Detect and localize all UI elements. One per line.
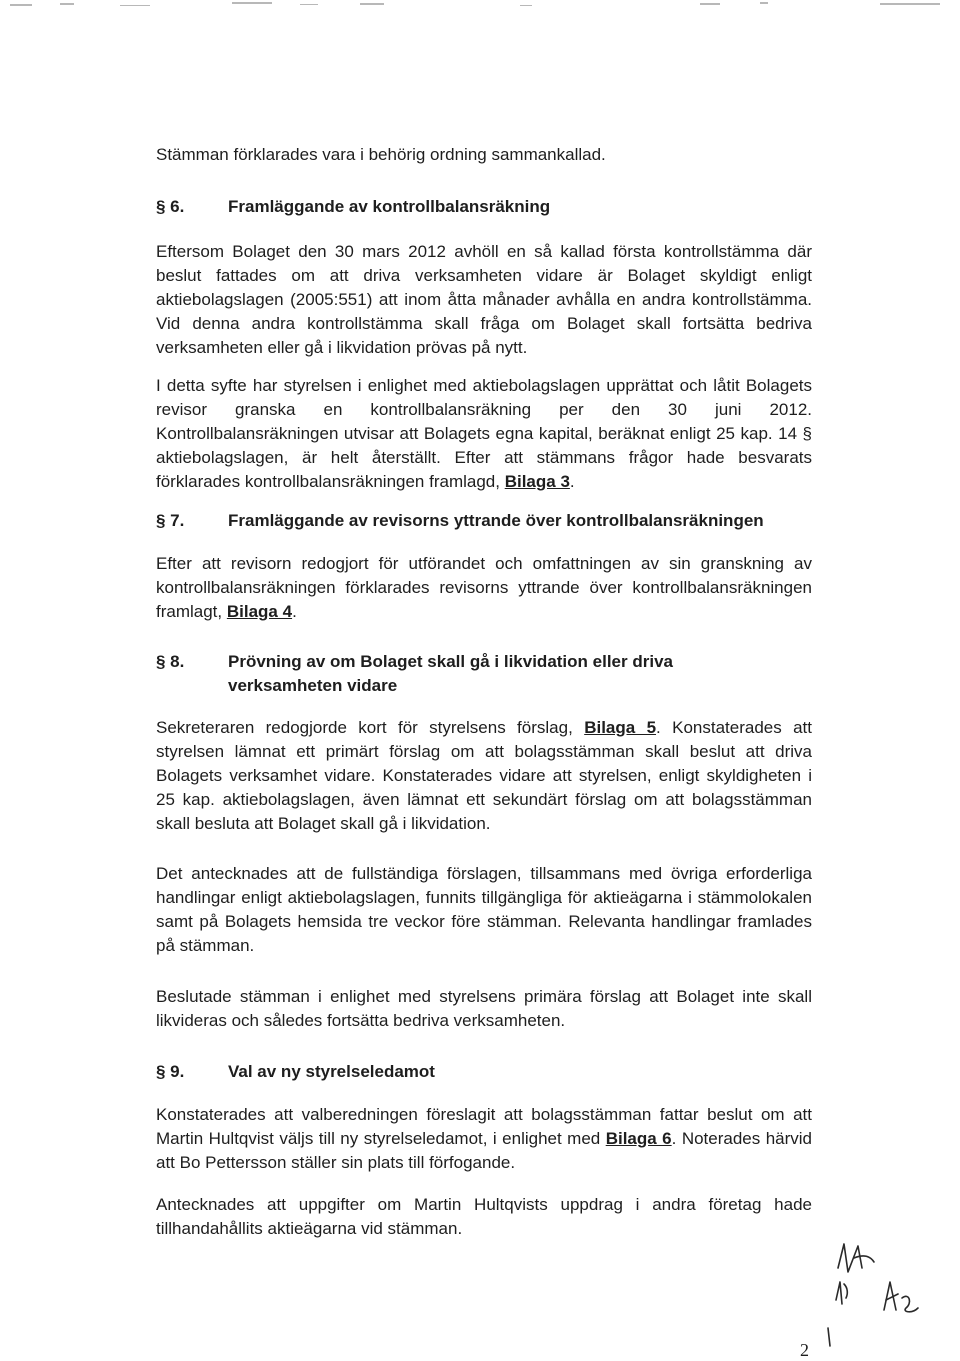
scan-edge-noise [0, 0, 960, 24]
section-6-paragraph-2-text: I detta syfte har styrelsen i enlighet med aktiebolagslagen upprättat och låtit Bolagets revisor granska en kontrollbalansräkning per den 30 juni 2012. Kontrollbalansräkningen utvisar att Bolagets egna kapital, beräknat enligt 25 kap. 14 § aktiebolagslagen, är helt återställt. Efter att stämmans frågor hade besvarats förklarades kontrollbalansräkningen framlagd, [156, 376, 812, 491]
section-8-number: § 8. [156, 652, 185, 671]
bilaga-6-reference: Bilaga 6 [605, 1129, 672, 1148]
section-8-paragraph-2: Det antecknades att de fullständiga förslagen, tillsammans med övriga erforderliga handlingar enligt aktiebolagslagen, funnits tillgängliga för aktieägarna i stämmolokalen samt på Bolagets hemsida tre veckor före stämman. Relevanta handlingar framlades på stämman. [156, 864, 812, 955]
section-9-paragraph-1-start: Konstaterades att valberedningen föreslagit att bolagsstämman fattar beslut om att Martin Hultqvist väljs till ny styrelseledamot, i enlighet med [156, 1105, 812, 1148]
section-7-heading [156, 509, 764, 533]
section-9-paragraph-1 [156, 1103, 812, 1175]
section-8-title: Prövning av om Bolaget skall gå i likvidation eller driva verksamheten vidare [228, 652, 673, 695]
section-6-paragraph-1: Eftersom Bolaget den 30 mars 2012 avhöll en så kallad första kontrollstämma där beslut fattades om att driva verksamheten vidare är Bolaget skyldigt enligt aktiebolagslagen (2005:551) att inom åtta månader avhålla en andra kontrollstämma. Vid denna andra kontrollstämma skall fråga om Bolaget skall fortsätta bedriva verksamheten eller gå i likvidation prövas på nytt. [156, 242, 812, 357]
section-7-paragraph-1 [156, 552, 812, 624]
section-6-number: § 6. [156, 197, 185, 216]
section-9-title: Val av ny styrelseledamot [228, 1062, 435, 1081]
handwritten-initials [818, 1238, 938, 1348]
section-9-number: § 9. [156, 1062, 185, 1081]
section-8-paragraph-1-rest: . Konstaterades att styrelsen lämnat ett primärt förslag om att bolagsstämman skall beslut att driva Bolagets verksamhet vidare. Konstaterades vidare att styrelsen, enligt skyldigheten i 25 kap. aktiebolagslagen, även lämnat ett sekundärt förslag om att bolagsstämman skall besluta att Bolaget skall gå i likvidation. [156, 718, 813, 833]
intro-paragraph: Stämman förklarades vara i behörig ordning sammankallad. [156, 145, 606, 164]
section-6-heading [156, 195, 551, 219]
section-6-title: Framläggande av kontrollbalansräkning [228, 197, 551, 216]
bilaga-3-reference: Bilaga 3 [504, 472, 570, 491]
bilaga-5-reference: Bilaga 5 [584, 718, 657, 737]
bilaga-4-reference: Bilaga 4 [226, 602, 293, 621]
section-9-paragraph-1-rest: . Noterades härvid att Bo Pettersson ställer sin plats till förfogande. [156, 1129, 813, 1172]
section-6-paragraph-2-end: . [569, 472, 575, 491]
section-8-paragraph-1-start: Sekreteraren redogjorde kort för styrelsens förslag, [156, 718, 573, 737]
section-7-paragraph-1-text: Efter att revisorn redogjort för utförandet och omfattningen av sin granskning av kontrollbalansräkningen förklarades revisorns yttrande över kontrollbalansräkningen framlagt, [156, 554, 812, 621]
section-7-title: Framläggande av revisorns yttrande över kontrollbalansräkningen [228, 511, 764, 530]
section-8-heading [156, 650, 673, 695]
section-9-heading [156, 1060, 435, 1084]
section-8-paragraph-3: Beslutade stämman i enlighet med styrelsens primära förslag att Bolaget inte skall likvideras och således fortsätta bedriva verksamheten. [156, 987, 812, 1030]
section-7-number: § 7. [156, 511, 185, 530]
section-6-paragraph-2 [156, 374, 812, 494]
section-7-paragraph-1-end: . [292, 602, 297, 621]
section-8-paragraph-1 [156, 716, 812, 836]
section-9-paragraph-2: Antecknades att uppgifter om Martin Hultqvists uppdrag i andra företag hade tillhandahållits aktieägarna vid stämman. [156, 1195, 812, 1238]
page-number: 2 [800, 1340, 809, 1360]
